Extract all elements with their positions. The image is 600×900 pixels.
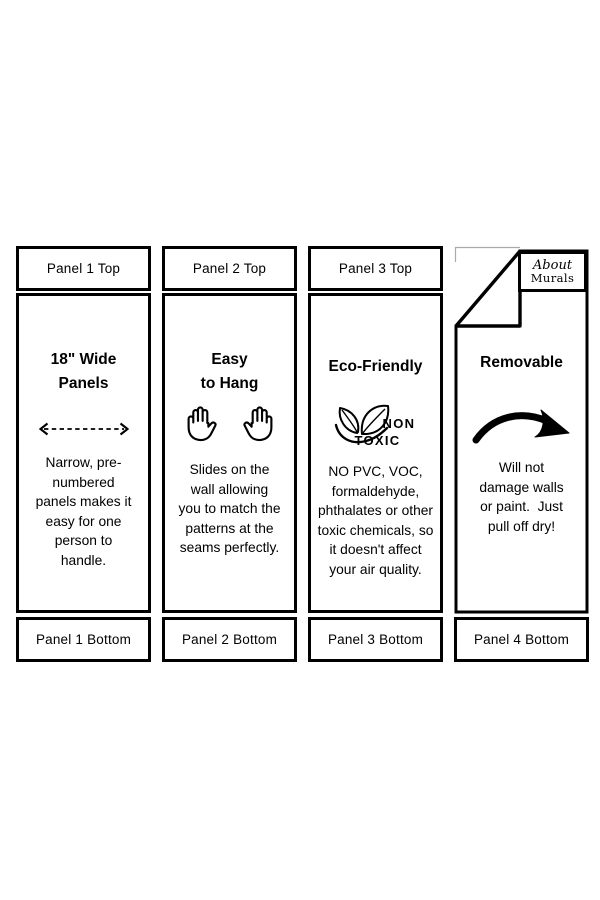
panel-3-top-box — [308, 246, 443, 291]
panel-2-title: Easy to Hang — [200, 351, 259, 392]
logo-word-murals: Murals — [530, 271, 575, 286]
width-dashed-arrow-icon — [32, 421, 136, 442]
toxic-label: TOXIC — [354, 433, 401, 448]
panel-2-top-label: Panel 2 Top — [192, 261, 267, 276]
panel-1-title: 18" Wide Panels — [50, 351, 117, 392]
panel-4-bottom-box — [454, 617, 589, 662]
panel-1-top-box — [16, 246, 151, 291]
panel-2-bottom-label: Panel 2 Bottom — [181, 632, 278, 647]
panel-3-bottom-label: Panel 3 Bottom — [327, 632, 424, 647]
curved-arrow-icon — [469, 404, 575, 455]
panel-2 — [162, 246, 297, 662]
panel-3-top-label: Panel 3 Top — [338, 261, 413, 276]
panel-1-top-label: Panel 1 Top — [46, 261, 121, 276]
panel-2-top-box — [162, 246, 297, 291]
panel-1-body — [16, 293, 151, 613]
panel-1-bottom-label: Panel 1 Bottom — [35, 632, 132, 647]
panel-1-description: Narrow, pre-numbered panels makes it easy for one person to handle. — [35, 455, 136, 568]
panel-2-description: Slides on the wall allowing you to match the patterns at the seams perfectly. — [178, 462, 285, 555]
panel-3-bottom-box — [308, 617, 443, 662]
logo-word-about: About — [532, 257, 573, 273]
panel-3 — [308, 246, 443, 662]
panel-3-body — [308, 293, 443, 613]
non-toxic-leaves-icon — [333, 400, 419, 454]
panel-3-description: NO PVC, VOC, formaldehyde, phthalates or other toxic chemicals, so it doesn't affect your air quality. — [317, 464, 438, 577]
panel-1 — [16, 246, 151, 662]
panel-2-bottom-box — [162, 617, 297, 662]
panel-4-description: Will not damage walls or paint. Just pull off dry! — [479, 460, 568, 534]
panel-4-title: Removable — [480, 354, 563, 371]
panel-1-bottom-box — [16, 617, 151, 662]
two-hands-icon — [185, 403, 275, 443]
panel-4-bottom-label: Panel 4 Bottom — [473, 632, 570, 647]
panel-2-body — [162, 293, 297, 613]
panel-4 — [454, 246, 589, 662]
panel-3-title: Eco-Friendly — [328, 358, 423, 375]
aboutmurals-logo — [518, 251, 587, 292]
non-label: NON — [382, 416, 416, 431]
